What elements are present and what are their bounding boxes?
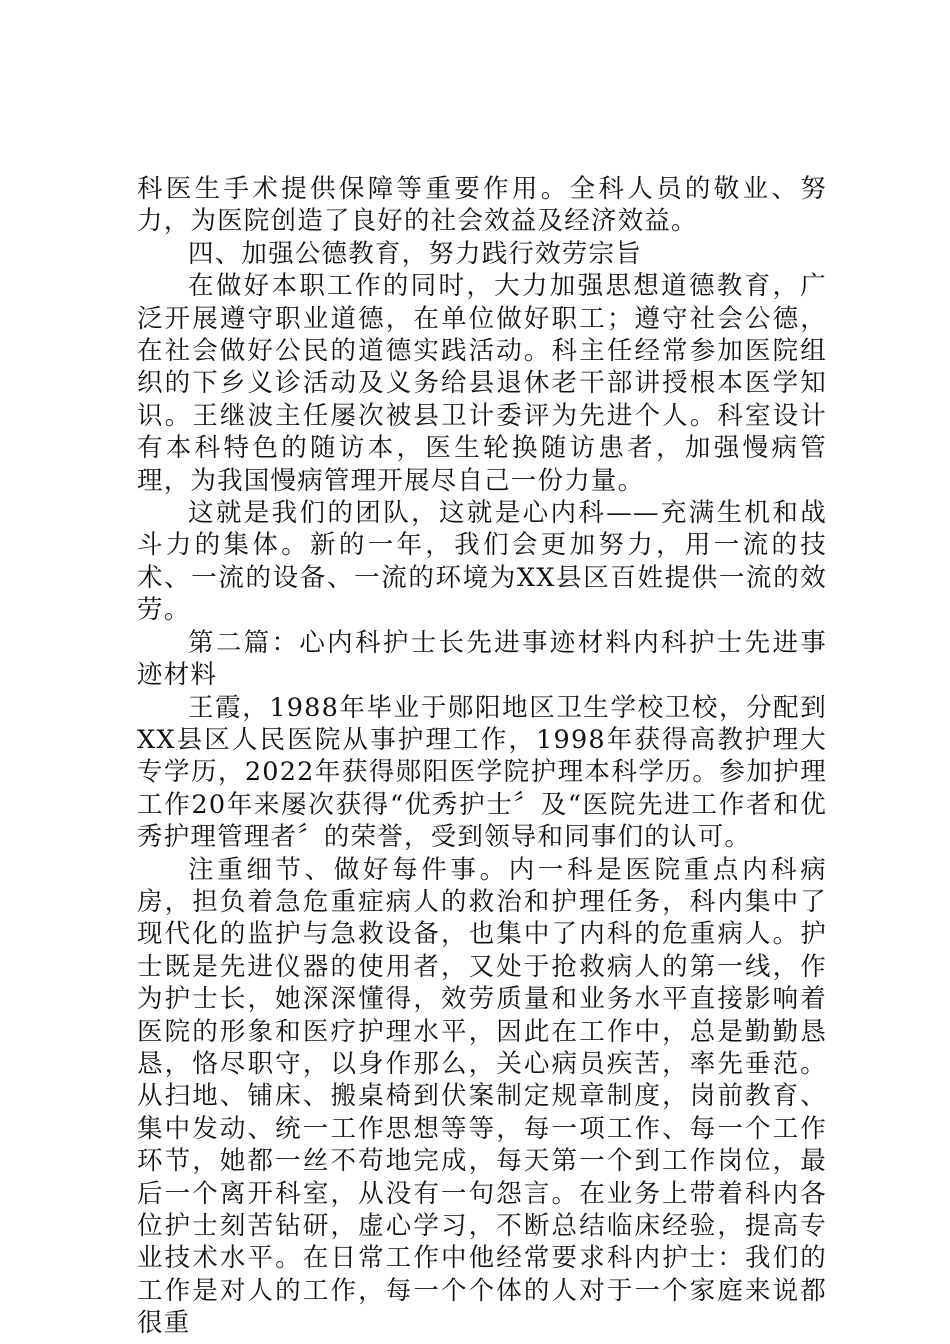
paragraph-ethics: 在做好本职工作的同时，大力加强思想道德教育，广泛开展遵守职业道德，在单位做好职工；遵守社会公德，在社会做好公民的道德实践活动。科主任经常参加医院组织的下乡义诊活动及义务给县退休老干部讲授根本医学知识。王继波主任屡次被县卫计委评为先进个人。科室设计有本科特色的随访本，医生轮换随访患者，加强慢病管理，为我国慢病管理开展尽自己一份力量。 — [137, 271, 827, 496]
chapter-two-title: 第二篇：心内科护士长先进事迹材料内科护士先进事迹材料 — [137, 627, 827, 691]
section-heading-four: 四、加强公德教育，努力践行效劳宗旨 — [188, 238, 642, 269]
paragraph-wangxia-intro: 王霞，1988年毕业于郧阳地区卫生学校卫校，分配到XX县区人民医院从事护理工作，1998年获得高教护理大专学历，2022年获得郧阳医学院护理本科学历。参加护理工作20年来屡次获得“优秀护士〞及“医院先进工作者和优秀护理管理者〞的荣誉，受到领导和同事们的认可。 — [137, 692, 827, 853]
paragraph-team: 这就是我们的团队，这就是心内科——充满生机和战斗力的集体。新的一年，我们会更加努力，用一流的技术、一流的设备、一流的环境为XX县区百姓提供一流的效劳。 — [137, 498, 827, 626]
paragraph-continuation: 科医生手术提供保障等重要作用。全科人员的敬业、努力，为医院创造了良好的社会效益及经济效益。 — [137, 174, 827, 237]
document-body — [137, 173, 827, 1340]
paragraph-attention-to-detail: 注重细节、做好每件事。内一科是医院重点内科病房，担负着急危重症病人的救治和护理任务，科内集中了现代化的监护与急救设备，也集中了内科的危重病人。护士既是先进仪器的使用者，又处于抢救病人的第一线，作为护士长，她深深懂得，效劳质量和业务水平直接影响着医院的形象和医疗护理水平，因此在工作中，总是勤勤恳恳，恪尽职守，以身作那么，关心病员疾苦，率先垂范。从扫地、铺床、搬桌椅到伏案制定规章制度，岗前教育、集中发动、统一工作思想等等，每一项工作、每一个工作环节，她都一丝不苟地完成，每天第一个到工作岗位，最后一个离开科室，从没有一句怨言。在业务上带着科内各位护士刻苦钻研，虚心学习，不断总结临床经验，提高专业技术水平。在日常工作中他经常要求科内护士：我们的工作是对人的工作，每一个个体的人对于一个家庭来说都很重 — [137, 854, 827, 1339]
